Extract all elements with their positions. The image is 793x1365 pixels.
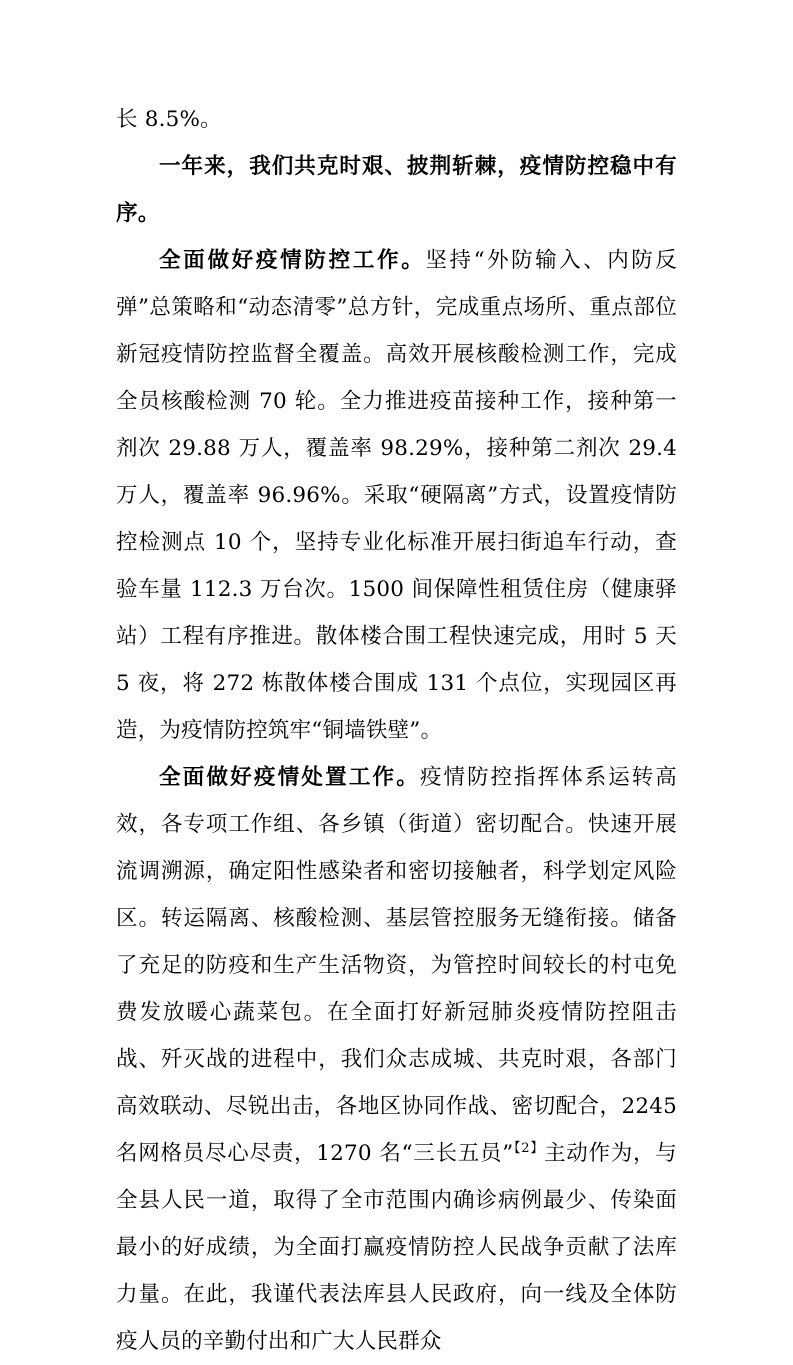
paragraph-bold-lead: 全面做好疫情防控工作。: [159, 248, 426, 273]
paragraph-year-summary-heading: [116, 143, 677, 237]
paragraph-text: 坚持“外防输入、内防反弹”总策略和“动态清零”总方针，完成重点场所、重点部位新冠疫情防控监督全覆盖。高效开展核酸检测工作，完成全员核酸检测 70 轮。全力推进疫苗接种工作，接种第一剂次 29.88 万人，覆盖率 98.29%，接种第二剂次 29.4 万人，覆盖率 96.96%。采取“硬隔离”方式，设置疫情防控检测点 10 个，坚持专业化标准开展扫街追车行动，查验车量 112.3 万台次。1500 间保障性租赁住房（健康驿站）工程有序推进。散体楼合围工程快速完成，用时 5 天 5 夜，将 272 栋散体楼合围成 131 个点位，实现园区再造，为疫情防控筑牢“铜墙铁壁”。: [116, 248, 677, 743]
paragraph-bold-lead: 全面做好疫情处置工作。: [159, 765, 421, 790]
document-body: [116, 96, 677, 1365]
paragraph-epidemic-prevention-work: [116, 237, 677, 754]
paragraph-bold-lead: 一年来，我们共克时艰、披荆斩棘，疫情防控稳中有序。: [116, 154, 677, 226]
paragraph-text: 长 8.5%。: [116, 107, 222, 132]
paragraph-text-after-note: 主动作为，与全县人民一道，取得了全市范围内确诊病例最少、传染面最小的好成绩，为全面打赢疫情防控人民战争贡献了法库力量。在此，我谨代表法库县人民政府，向一线及全体防疫人员的辛勤付出和广大人民群众: [116, 1141, 678, 1354]
paragraph-continued-growth: [116, 96, 677, 143]
paragraph-text-before-note: 疫情防控指挥体系运转高效，各专项工作组、各乡镇（街道）密切配合。快速开展流调溯源，确定阳性感染者和密切接触者，科学划定风险区。转运隔离、核酸检测、基层管控服务无缝衔接。储备了充足的防疫和生产生活物资，为管控时间较长的村屯免费发放暖心蔬菜包。在全面打好新冠肺炎疫情防控阻击战、歼灭战的进程中，我们众志成城、共克时艰，各部门高效联动、尽锐出击，各地区协同作战、密切配合，2245 名网格员尽心尽责，1270 名“三长五员”: [116, 765, 677, 1166]
paragraph-epidemic-response-work: [116, 754, 677, 1365]
footnote-marker: 【2】: [513, 1140, 545, 1156]
